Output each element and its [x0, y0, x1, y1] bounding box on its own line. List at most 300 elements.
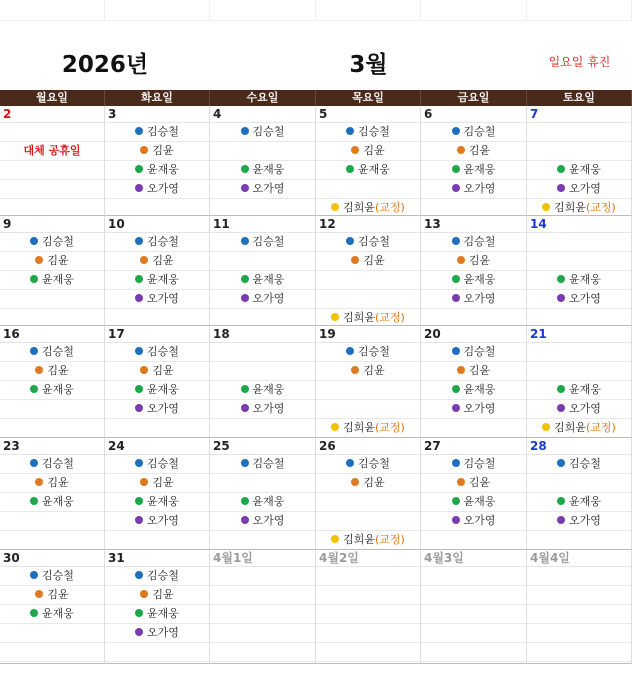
- schedule-slot: [105, 531, 209, 550]
- day-cell[interactable]: [421, 216, 527, 326]
- schedule-slot: [527, 400, 631, 419]
- doctor-name: 김윤: [363, 364, 385, 377]
- schedule-slot: [0, 252, 104, 271]
- schedule-slot: [421, 400, 526, 419]
- doctor-dot-icon: [241, 294, 249, 302]
- doctor-dot-icon: [542, 423, 550, 431]
- day-cell[interactable]: [316, 438, 421, 550]
- doctor-name: 윤재웅: [42, 273, 74, 286]
- weekday-thu: 목요일: [316, 90, 421, 106]
- day-number: 11: [210, 216, 315, 233]
- doctor-name: 김승철: [147, 235, 179, 248]
- doctor-name: 윤재웅: [569, 495, 601, 508]
- schedule-slot: [105, 199, 209, 216]
- schedule-slot: [210, 624, 315, 643]
- schedule-slot: [210, 271, 315, 290]
- schedule-slot: [316, 531, 420, 550]
- day-number: 4월3일: [421, 550, 526, 567]
- schedule-slot: [316, 252, 420, 271]
- doctor-dot-icon: [140, 366, 148, 374]
- schedule-slot: [316, 362, 420, 381]
- doctor-name: 오가영: [252, 292, 285, 305]
- schedule-slot: [210, 493, 315, 512]
- day-cell[interactable]: [527, 438, 632, 550]
- day-cell[interactable]: [0, 106, 105, 216]
- schedule-slot: [0, 271, 104, 290]
- doctor-dot-icon: [557, 459, 565, 467]
- doctor-dot-icon: [140, 256, 148, 264]
- schedule-slot: [210, 381, 315, 400]
- doctor-name: 김승철: [358, 125, 390, 138]
- day-number: 13: [421, 216, 526, 233]
- schedule-slot: [527, 567, 631, 586]
- schedule-slot: [105, 512, 209, 531]
- schedule-slot: [527, 605, 631, 624]
- schedule-slot: [527, 233, 631, 252]
- doctor-dot-icon: [557, 294, 565, 302]
- schedule-slot: [527, 123, 631, 142]
- doctor-dot-icon: [452, 184, 460, 192]
- doctor-name: 오가영: [569, 292, 601, 305]
- doctor-name: 오가영: [463, 182, 496, 195]
- schedule-slot: [210, 161, 315, 180]
- doctor-name: 김승철: [252, 125, 285, 138]
- schedule-slot: [421, 493, 526, 512]
- day-cell[interactable]: [527, 106, 632, 216]
- day-cell[interactable]: [527, 550, 632, 664]
- doctor-dot-icon: [35, 256, 43, 264]
- doctor-dot-icon: [452, 294, 460, 302]
- schedule-slot: [0, 643, 104, 662]
- day-cell[interactable]: [210, 106, 316, 216]
- schedule-slot: [316, 233, 420, 252]
- schedule-slot: [210, 290, 315, 309]
- doctor-name: 김승철: [42, 569, 74, 582]
- doctor-name: 김승철: [358, 345, 390, 358]
- schedule-slot: [316, 455, 420, 474]
- doctor-name: 윤재웅: [252, 383, 285, 396]
- doctor-dot-icon: [30, 237, 38, 245]
- doctor-dot-icon: [346, 165, 354, 173]
- doctor-name: 김희윤: [554, 201, 587, 214]
- schedule-slot: [210, 474, 315, 493]
- schedule-slot: [0, 233, 104, 252]
- grid-cell: [210, 0, 316, 21]
- doctor-name: 김윤: [363, 476, 385, 489]
- doctor-dot-icon: [35, 478, 43, 486]
- doctor-name: 김승철: [147, 457, 179, 470]
- doctor-name: 윤재웅: [252, 495, 285, 508]
- doctor-dot-icon: [346, 347, 354, 355]
- day-cell[interactable]: [105, 550, 210, 664]
- schedule-slot: [105, 455, 209, 474]
- schedule-slot: [316, 290, 420, 309]
- day-cell[interactable]: [421, 438, 527, 550]
- doctor-dot-icon: [135, 404, 143, 412]
- doctor-dot-icon: [241, 237, 249, 245]
- schedule-slot: [316, 512, 420, 531]
- day-number: 24: [105, 438, 209, 455]
- weekday-wed: 수요일: [210, 90, 316, 106]
- month-title: 3월: [349, 52, 388, 78]
- schedule-slot: [421, 290, 526, 309]
- doctor-dot-icon: [30, 497, 38, 505]
- schedule-slot: [0, 142, 104, 161]
- schedule-slot: [316, 400, 420, 419]
- doctor-dot-icon: [331, 535, 339, 543]
- schedule-slot: [527, 531, 631, 550]
- doctor-dot-icon: [452, 497, 460, 505]
- schedule-slot: [0, 605, 104, 624]
- schedule-slot: [105, 343, 209, 362]
- doctor-name: 김승철: [463, 457, 496, 470]
- schedule-slot: [527, 419, 631, 438]
- doctor-dot-icon: [557, 404, 565, 412]
- schedule-slot: [0, 381, 104, 400]
- doctor-dot-icon: [140, 146, 148, 154]
- schedule-slot: [316, 309, 420, 326]
- schedule-slot: [210, 419, 315, 438]
- doctor-name: 김윤: [152, 144, 174, 157]
- doctor-dot-icon: [331, 203, 339, 211]
- doctor-name: 김윤: [363, 144, 385, 157]
- orthodontics-tag: (교정): [375, 311, 405, 324]
- day-cell[interactable]: [421, 550, 527, 664]
- schedule-slot: [421, 455, 526, 474]
- schedule-slot: [105, 567, 209, 586]
- day-cell[interactable]: [316, 326, 421, 438]
- day-cell[interactable]: [0, 438, 105, 550]
- doctor-name: 오가영: [252, 182, 285, 195]
- doctor-name: 김승철: [42, 345, 74, 358]
- schedule-slot: [316, 271, 420, 290]
- day-cell[interactable]: [105, 438, 210, 550]
- doctor-name: 김승철: [147, 345, 179, 358]
- doctor-name: 김윤: [468, 254, 491, 267]
- doctor-dot-icon: [135, 516, 143, 524]
- schedule-slot: [316, 474, 420, 493]
- doctor-name: 오가영: [147, 292, 179, 305]
- year-title: 2026년: [61, 52, 149, 78]
- schedule-slot: [527, 362, 631, 381]
- day-number: 30: [0, 550, 104, 567]
- doctor-dot-icon: [557, 516, 565, 524]
- doctor-dot-icon: [351, 478, 359, 486]
- day-number: 31: [105, 550, 209, 567]
- day-number: 26: [316, 438, 420, 455]
- doctor-name: 오가영: [463, 402, 496, 415]
- schedule-slot: [527, 474, 631, 493]
- doctor-name: 김윤: [47, 364, 69, 377]
- doctor-dot-icon: [135, 347, 143, 355]
- doctor-dot-icon: [140, 478, 148, 486]
- doctor-name: 김윤: [152, 254, 174, 267]
- doctor-name: 김승철: [358, 235, 390, 248]
- schedule-slot: [421, 531, 526, 550]
- doctor-name: 윤재웅: [147, 163, 179, 176]
- doctor-name: 김윤: [468, 144, 491, 157]
- schedule-slot: [421, 233, 526, 252]
- schedule-slot: [105, 161, 209, 180]
- schedule-slot: [316, 567, 420, 586]
- doctor-name: 김승철: [358, 457, 390, 470]
- doctor-name: 김승철: [463, 125, 496, 138]
- day-cell[interactable]: [0, 216, 105, 326]
- schedule-slot: [421, 343, 526, 362]
- doctor-dot-icon: [346, 459, 354, 467]
- day-cell[interactable]: [105, 106, 210, 216]
- doctor-name: 김승철: [252, 457, 285, 470]
- doctor-name: 오가영: [147, 514, 179, 527]
- orthodontics-tag: (교정): [375, 533, 405, 546]
- day-cell[interactable]: [105, 216, 210, 326]
- doctor-name: 김희윤: [554, 421, 587, 434]
- schedule-slot: [0, 512, 104, 531]
- doctor-dot-icon: [457, 478, 465, 486]
- day-cell[interactable]: [210, 438, 316, 550]
- doctor-dot-icon: [241, 497, 249, 505]
- schedule-slot: [0, 419, 104, 438]
- schedule-slot: [316, 123, 420, 142]
- schedule-slot: [105, 381, 209, 400]
- schedule-slot: [527, 624, 631, 643]
- day-cell[interactable]: [0, 326, 105, 438]
- doctor-name: 윤재웅: [463, 495, 496, 508]
- schedule-slot: [527, 161, 631, 180]
- doctor-name: 김승철: [147, 569, 179, 582]
- schedule-slot: [210, 180, 315, 199]
- doctor-dot-icon: [452, 516, 460, 524]
- day-number: 6: [421, 106, 526, 123]
- schedule-slot: [316, 180, 420, 199]
- doctor-dot-icon: [241, 459, 249, 467]
- schedule-slot: [210, 605, 315, 624]
- day-cell[interactable]: [421, 106, 527, 216]
- doctor-dot-icon: [351, 366, 359, 374]
- day-cell[interactable]: [421, 326, 527, 438]
- day-cell[interactable]: [0, 550, 105, 664]
- schedule-slot: [105, 123, 209, 142]
- schedule-slot: [316, 343, 420, 362]
- doctor-dot-icon: [135, 127, 143, 135]
- schedule-slot: [210, 123, 315, 142]
- weekday-mon: 월요일: [0, 90, 105, 106]
- schedule-slot: [421, 309, 526, 326]
- schedule-slot: [210, 309, 315, 326]
- schedule-slot: [0, 123, 104, 142]
- schedule-slot: [0, 567, 104, 586]
- doctor-name: 오가영: [569, 182, 601, 195]
- doctor-name: 오가영: [569, 514, 601, 527]
- schedule-slot: [0, 290, 104, 309]
- schedule-slot: [421, 567, 526, 586]
- doctor-name: 윤재웅: [42, 607, 74, 620]
- doctor-name: 윤재웅: [569, 383, 601, 396]
- doctor-dot-icon: [241, 184, 249, 192]
- day-cell[interactable]: [527, 326, 632, 438]
- schedule-slot: [0, 624, 104, 643]
- day-number: 4월1일: [210, 550, 315, 567]
- doctor-dot-icon: [542, 203, 550, 211]
- doctor-name: 김윤: [47, 476, 69, 489]
- schedule-slot: [316, 381, 420, 400]
- schedule-slot: [527, 455, 631, 474]
- day-number: 5: [316, 106, 420, 123]
- doctor-name: 김윤: [152, 588, 174, 601]
- schedule-slot: [316, 643, 420, 662]
- doctor-dot-icon: [331, 313, 339, 321]
- schedule-slot: [527, 142, 631, 161]
- day-cell[interactable]: [105, 326, 210, 438]
- doctor-dot-icon: [452, 127, 460, 135]
- day-cell[interactable]: [210, 326, 316, 438]
- day-number: 3: [105, 106, 209, 123]
- doctor-dot-icon: [30, 459, 38, 467]
- schedule-slot: [421, 123, 526, 142]
- day-number: 25: [210, 438, 315, 455]
- doctor-dot-icon: [135, 459, 143, 467]
- day-number: 28: [527, 438, 631, 455]
- doctor-dot-icon: [135, 609, 143, 617]
- day-cell[interactable]: [527, 216, 632, 326]
- schedule-slot: [105, 643, 209, 662]
- schedule-slot: [105, 233, 209, 252]
- doctor-name: 김윤: [152, 476, 174, 489]
- schedule-slot: [421, 624, 526, 643]
- schedule-slot: [421, 199, 526, 216]
- doctor-dot-icon: [457, 256, 465, 264]
- doctor-name: 김승철: [252, 235, 285, 248]
- schedule-slot: [105, 271, 209, 290]
- schedule-slot: [210, 643, 315, 662]
- schedule-slot: [527, 493, 631, 512]
- schedule-slot: [0, 455, 104, 474]
- schedule-slot: [210, 512, 315, 531]
- day-number: 4: [210, 106, 315, 123]
- doctor-name: 오가영: [147, 626, 179, 639]
- doctor-name: 김윤: [47, 254, 69, 267]
- schedule-slot: [527, 586, 631, 605]
- day-cell[interactable]: [316, 216, 421, 326]
- schedule-slot: [210, 142, 315, 161]
- doctor-name: 윤재웅: [147, 495, 179, 508]
- day-cell[interactable]: [210, 550, 316, 664]
- weekday-header: [0, 90, 632, 106]
- doctor-name: 김윤: [152, 364, 174, 377]
- schedule-slot: [0, 343, 104, 362]
- doctor-dot-icon: [351, 256, 359, 264]
- schedule-slot: [210, 531, 315, 550]
- schedule-slot: [527, 180, 631, 199]
- doctor-dot-icon: [135, 385, 143, 393]
- doctor-dot-icon: [452, 237, 460, 245]
- schedule-slot: [421, 252, 526, 271]
- doctor-name: 윤재웅: [252, 163, 285, 176]
- schedule-slot: [421, 161, 526, 180]
- schedule-slot: [527, 199, 631, 216]
- weekday-tue: 화요일: [105, 90, 210, 106]
- schedule-slot: [0, 362, 104, 381]
- schedule-slot: [527, 309, 631, 326]
- doctor-name: 윤재웅: [358, 163, 390, 176]
- day-number: 9: [0, 216, 104, 233]
- schedule-slot: [0, 586, 104, 605]
- doctor-dot-icon: [35, 366, 43, 374]
- doctor-dot-icon: [557, 184, 565, 192]
- schedule-slot: [105, 605, 209, 624]
- grid-cell: [421, 0, 527, 21]
- day-number: 7: [527, 106, 631, 123]
- doctor-name: 김승철: [42, 457, 74, 470]
- doctor-dot-icon: [241, 165, 249, 173]
- schedule-slot: [316, 493, 420, 512]
- doctor-name: 윤재웅: [569, 273, 601, 286]
- doctor-dot-icon: [557, 165, 565, 173]
- doctor-name: 김희윤: [343, 311, 376, 324]
- schedule-slot: [105, 400, 209, 419]
- doctor-name: 윤재웅: [42, 383, 74, 396]
- day-number: 4월4일: [527, 550, 631, 567]
- day-number: 10: [105, 216, 209, 233]
- day-number: 20: [421, 326, 526, 343]
- doctor-name: 윤재웅: [147, 383, 179, 396]
- schedule-slot: [0, 493, 104, 512]
- day-number: 12: [316, 216, 420, 233]
- grid-cell: [316, 0, 421, 21]
- schedule-slot: [421, 586, 526, 605]
- doctor-name: 윤재웅: [252, 273, 285, 286]
- schedule-slot: [0, 400, 104, 419]
- doctor-name: 윤재웅: [147, 607, 179, 620]
- doctor-dot-icon: [30, 385, 38, 393]
- doctor-dot-icon: [457, 366, 465, 374]
- doctor-name: 김희윤: [343, 533, 376, 546]
- schedule-slot: [316, 142, 420, 161]
- schedule-slot: [527, 290, 631, 309]
- day-cell[interactable]: [316, 550, 421, 664]
- holiday-note: 대체 공휴일: [23, 144, 81, 157]
- schedule-slot: [421, 643, 526, 662]
- schedule-slot: [105, 474, 209, 493]
- day-number: 17: [105, 326, 209, 343]
- schedule-slot: [316, 161, 420, 180]
- doctor-dot-icon: [135, 294, 143, 302]
- doctor-name: 김윤: [47, 588, 69, 601]
- day-cell[interactable]: [210, 216, 316, 326]
- doctor-dot-icon: [346, 127, 354, 135]
- orthodontics-tag: (교정): [586, 421, 616, 434]
- schedule-slot: [527, 271, 631, 290]
- day-number: 18: [210, 326, 315, 343]
- doctor-name: 김희윤: [343, 201, 376, 214]
- day-number: 19: [316, 326, 420, 343]
- schedule-slot: [421, 362, 526, 381]
- schedule-slot: [105, 309, 209, 326]
- schedule-slot: [0, 531, 104, 550]
- schedule-slot: [105, 493, 209, 512]
- doctor-dot-icon: [557, 275, 565, 283]
- weekday-fri: 금요일: [421, 90, 527, 106]
- doctor-name: 윤재웅: [42, 495, 74, 508]
- doctor-name: 김승철: [42, 235, 74, 248]
- schedule-slot: [0, 199, 104, 216]
- doctor-dot-icon: [135, 628, 143, 636]
- schedule-slot: [316, 586, 420, 605]
- doctor-name: 윤재웅: [569, 163, 601, 176]
- doctor-name: 김승철: [147, 125, 179, 138]
- day-cell[interactable]: [316, 106, 421, 216]
- doctor-dot-icon: [140, 590, 148, 598]
